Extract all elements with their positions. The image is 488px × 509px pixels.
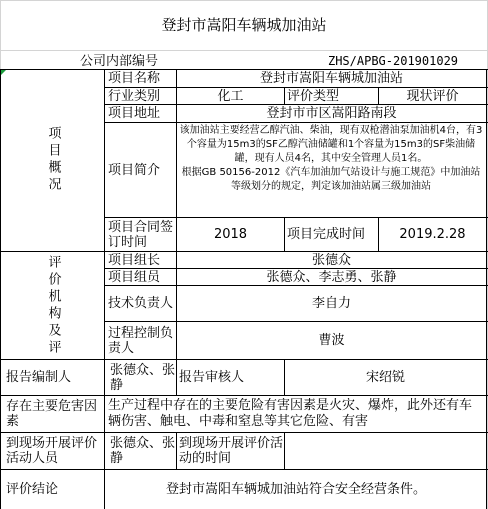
report-author-label: 报告编制人 [6,370,72,385]
onsite-time-label: 到现场开展评价活动的时间 [179,436,284,466]
onsite-staff-label: 到现场开展评价活动人员 [6,436,98,466]
process-ctrl-value: 曹波 [318,333,345,348]
eval-org-label: 评价机构及评 [45,254,61,357]
finish-time-label: 项目完成时间 [287,227,366,242]
industry-label: 行业类别 [108,88,161,104]
row-divider [104,268,488,269]
col-divider [0,69,1,509]
address-label: 项目地址 [108,106,161,121]
summary-paragraph-1: 该加油站主要经营乙醇汽油、柴油，现有双枪潜油泵加油机4台，有3个容量为15m3的SF乙醇汽油储罐和1个容量为15m3的SF柴油储罐，现有人员4名，其中安全管理人员1名。 [179,125,483,164]
finish-time-value: 2019.2.28 [399,227,466,242]
conclusion-value: 登封市嵩阳车辆城加油站符合安全经营条件。 [165,482,426,497]
col-divider [284,87,285,104]
project-name-value: 登封市嵩阳车辆城加油站 [259,71,403,86]
col-divider [378,87,379,104]
row-divider [104,87,488,88]
report-reviewer-value: 宋绍锐 [365,370,405,385]
summary-label: 项目简介 [108,162,161,178]
col-divider [176,432,177,469]
team-members-value: 张德众、李志勇、张静 [266,269,397,285]
row-divider [104,285,488,286]
team-members-label: 项目组员 [108,269,161,285]
contract-time-value: 2018 [213,227,248,242]
onsite-staff-value: 张德众、张静 [110,436,176,466]
team-leader-value: 张德众 [311,252,351,268]
summary-paragraph-2: 根据GB 50156-2012《汽车加油加气站设计与施工规范》中加油站等级划分的规定，判定该加油站属三级加油站 [181,167,481,192]
document-title: 登封市嵩阳车辆城加油站 [161,15,327,34]
internal-no-label: 公司内部编号 [79,53,158,69]
row-divider [104,104,488,105]
row-divider [0,395,488,396]
col-divider [284,432,285,469]
row-divider [0,251,488,252]
row-divider [104,217,488,218]
industry-value: 化工 [217,88,244,104]
col-divider [284,217,285,251]
table-border [0,69,488,70]
project-overview-label: 项目概况 [45,126,61,194]
col-divider [284,359,285,395]
summary-text [178,124,484,216]
report-author-value: 张德众、张静 [110,362,176,393]
address-value: 登封市市区嵩阳路南段 [266,106,397,121]
project-name-label: 项目名称 [108,71,161,86]
cell-comment-marker [1,70,6,75]
row-divider [104,122,488,123]
contract-time-label: 项目合同签订时间 [108,219,174,250]
col-divider [104,69,105,509]
col-divider [378,217,379,251]
hazards-label: 存在主要危害因素 [6,399,98,429]
internal-no-value: ZHS/APBG-201901029 [327,53,459,68]
col-divider [176,359,177,395]
row-divider [0,359,488,360]
tech-lead-value: 李自力 [311,296,351,311]
row-divider [0,469,488,470]
tech-lead-label: 技术负责人 [108,296,174,311]
conclusion-label: 评价结论 [6,482,59,497]
row-divider [0,432,488,433]
process-ctrl-label: 过程控制负责人 [108,325,174,356]
eval-type-value: 现状评价 [406,88,459,104]
team-leader-label: 项目组长 [108,252,161,268]
col-divider [486,69,487,509]
report-reviewer-label: 报告审核人 [179,370,245,385]
eval-type-label: 评价类型 [287,88,340,104]
row-divider [104,321,488,322]
col-divider [176,69,177,359]
onsite-time-value [285,433,486,469]
hazards-value: 生产过程中存在的主要危险有害因素是火灾、爆炸，此外还有车辆伤害、触电、中毒和窒息等其它危险、有害 [108,398,473,429]
